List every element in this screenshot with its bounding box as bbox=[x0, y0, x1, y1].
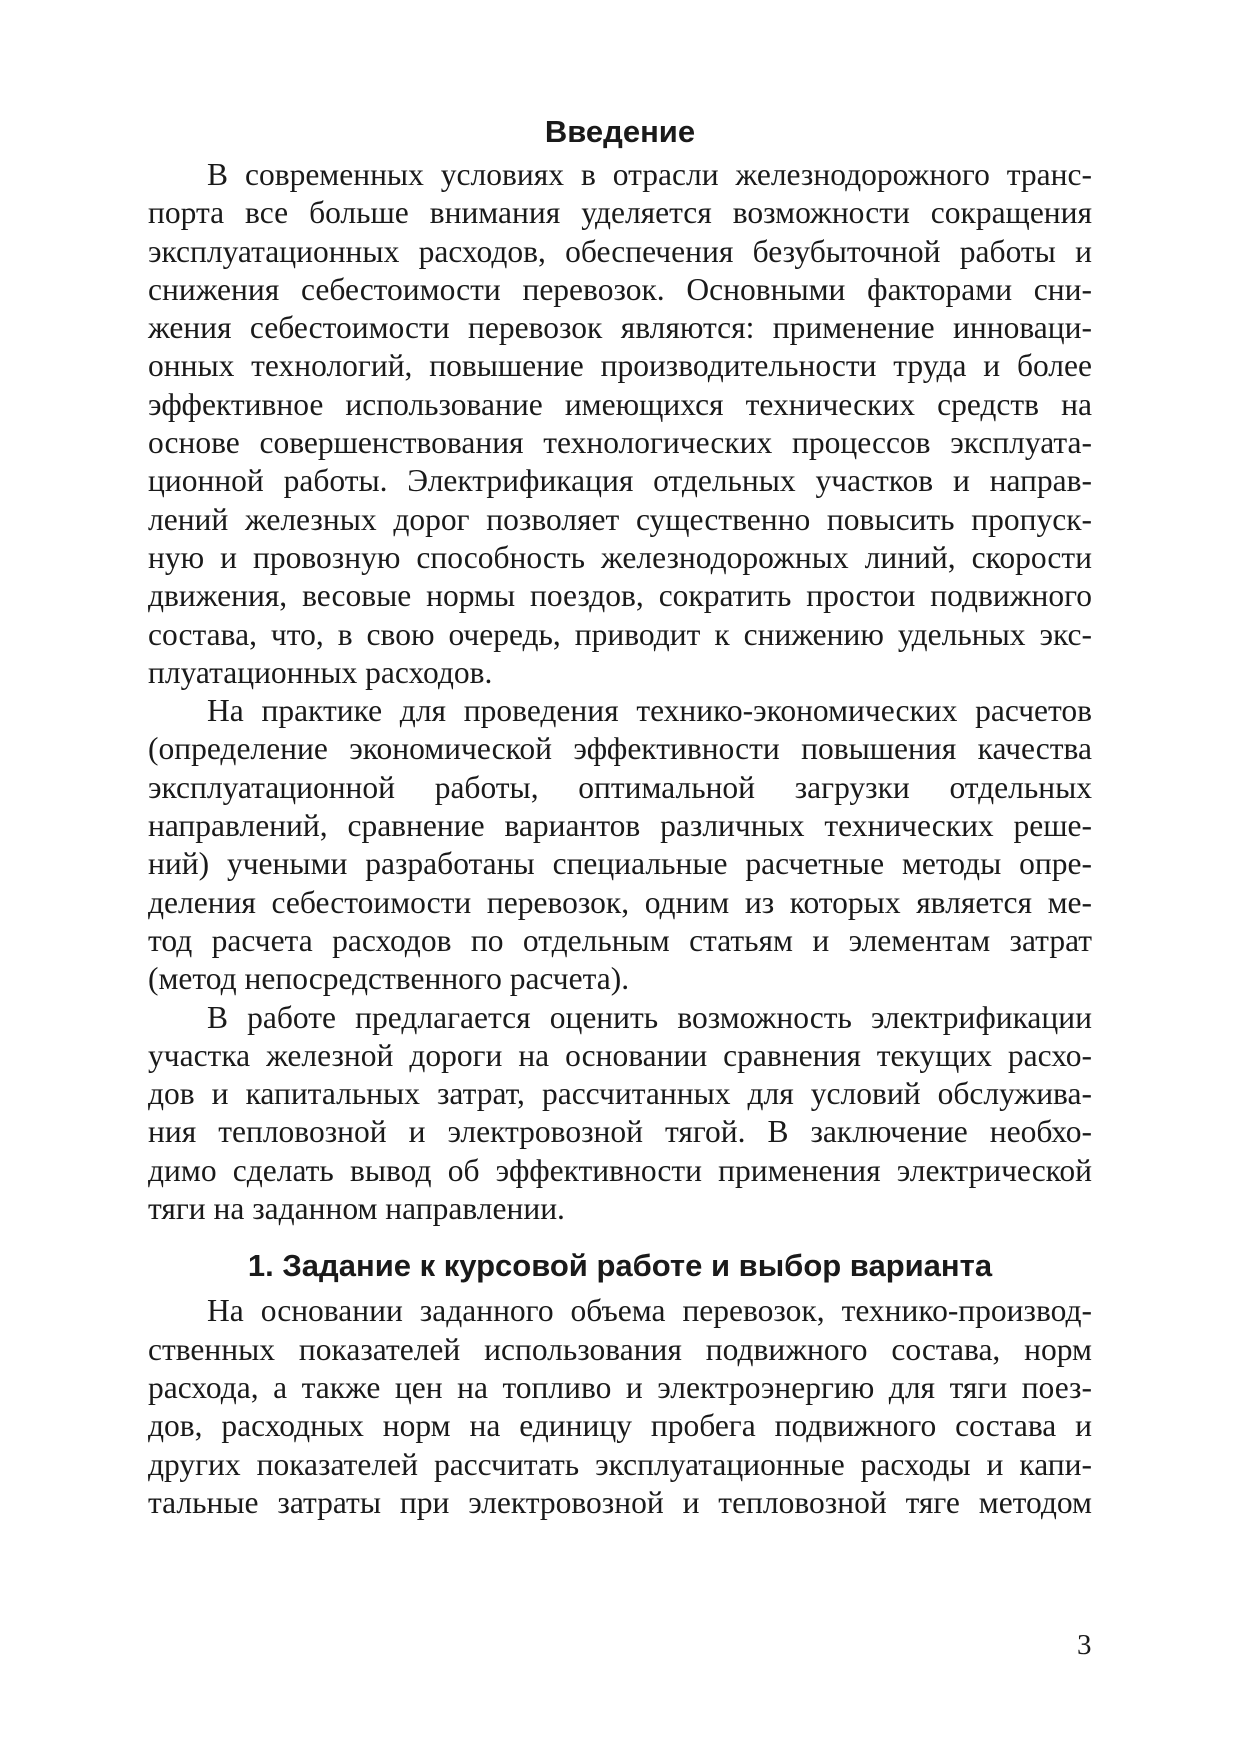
text-line: лений железных дорог позволяет существенно повысить пропуск- bbox=[148, 501, 1092, 537]
text-line: направлений, сравнение вариантов различных технических реше- bbox=[148, 808, 1092, 844]
page-number: 3 bbox=[1077, 1629, 1092, 1661]
text-line: жения себестоимости перевозок являются: применение инноваци- bbox=[148, 310, 1092, 346]
text-line: тяги на заданном направлении. bbox=[148, 1191, 565, 1227]
text-line: тальные затраты при электровозной и тепловозной тяге методом bbox=[148, 1484, 1092, 1520]
section-1-heading: 1. Задание к курсовой работе и выбор варианта bbox=[247, 1248, 993, 1284]
text-line: деления себестоимости перевозок, одним из которых является ме- bbox=[148, 884, 1092, 920]
text-line: дов, расходных норм на единицу пробега подвижного состава и bbox=[148, 1408, 1092, 1444]
text-line: ния тепловозной и электровозной тягой. В заключение необхо- bbox=[148, 1114, 1092, 1150]
text-line: На основании заданного объема перевозок, технико-производ- bbox=[207, 1293, 1092, 1329]
text-line: эксплуатационных расходов, обеспечения безубыточной работы и bbox=[148, 233, 1092, 269]
text-line: порта все больше внимания уделяется возможности сокращения bbox=[148, 195, 1092, 231]
text-line: снижения себестоимости перевозок. Основными факторами сни- bbox=[148, 271, 1092, 307]
intro-heading: Введение bbox=[544, 114, 696, 149]
section-1-paragraph-1 bbox=[148, 1292, 1092, 1522]
text-line: ную и провозную способность железнодорожных линий, скорости bbox=[148, 539, 1092, 575]
text-line: участка железной дороги на основании сравнения текущих расхо- bbox=[148, 1037, 1092, 1073]
document-page bbox=[148, 110, 1092, 1522]
text-line: ственных показателей использования подвижного состава, норм bbox=[148, 1331, 1092, 1367]
text-line: ний) учеными разработаны специальные расчетные методы опре- bbox=[148, 846, 1092, 882]
text-line: На практике для проведения технико-экономических расчетов bbox=[207, 693, 1092, 729]
text-line: ционной работы. Электрификация отдельных участков и направ- bbox=[148, 463, 1092, 499]
text-line: дов и капитальных затрат, рассчитанных для условий обслужива- bbox=[148, 1076, 1092, 1112]
text-line: плуатационных расходов. bbox=[148, 654, 493, 690]
text-line: (метод непосредственного расчета). bbox=[148, 961, 630, 997]
intro-paragraph-3 bbox=[148, 999, 1092, 1229]
text-line: онных технологий, повышение производительности труда и более bbox=[148, 348, 1092, 384]
text-line: (определение экономической эффективности повышения качества bbox=[148, 731, 1092, 767]
text-line: эксплуатационной работы, оптимальной загрузки отдельных bbox=[148, 769, 1092, 805]
text-line: димо сделать вывод об эффективности применения электрической bbox=[148, 1152, 1092, 1188]
text-line: основе совершенствования технологических процессов эксплуата- bbox=[148, 425, 1092, 461]
text-line: эффективное использование имеющихся технических средств на bbox=[148, 386, 1092, 422]
text-line: движения, весовые нормы поездов, сократить простои подвижного bbox=[148, 578, 1092, 614]
intro-paragraph-2 bbox=[148, 692, 1092, 998]
text-line: В современных условиях в отрасли железнодорожного транс- bbox=[207, 157, 1092, 192]
text-line: В работе предлагается оценить возможность электрификации bbox=[207, 999, 1092, 1035]
text-line: тод расчета расходов по отдельным статьям и элементам затрат bbox=[148, 922, 1092, 958]
text-line: состава, что, в свою очередь, приводит к снижению удельных экс- bbox=[148, 616, 1092, 652]
text-line: других показателей рассчитать эксплуатационные расходы и капи- bbox=[148, 1446, 1092, 1482]
text-line: расхода, а также цен на топливо и электроэнергию для тяги поез- bbox=[148, 1369, 1092, 1405]
intro-paragraph-1 bbox=[148, 156, 1092, 692]
